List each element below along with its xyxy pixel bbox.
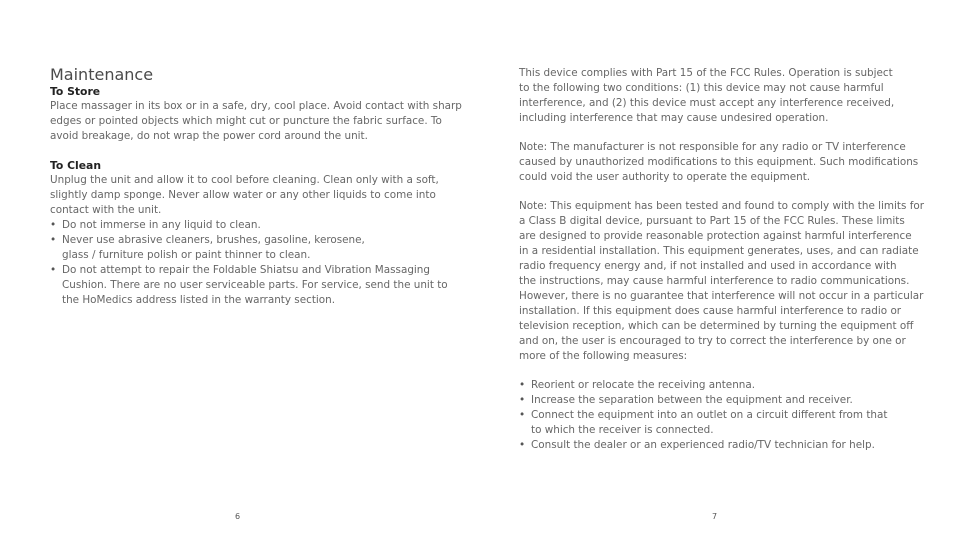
list-item — [50, 218, 460, 233]
paragraph-line: slightly damp sponge. Never allow water or any other liquids to come into — [50, 189, 436, 201]
paragraph-line: and on, the user is encouraged to try to correct the interference by one or — [519, 335, 906, 347]
bullet-icon: • — [519, 394, 526, 406]
paragraph-line: Unplug the unit and allow it to cool before cleaning. Clean only with a soft, — [50, 174, 439, 186]
cleaning-bullet-list — [50, 218, 460, 308]
list-item-line: to which the receiver is connected. — [531, 424, 714, 436]
paragraph-line: contact with the unit. — [50, 204, 162, 216]
paragraph-line: avoid breakage, do not wrap the power cord around the unit. — [50, 130, 368, 142]
paragraph-line: caused by unauthorized modifications to this equipment. Such modifications — [519, 156, 919, 168]
maintenance-column — [50, 66, 460, 308]
paragraph-line: the instructions, may cause harmful interference to radio communications. — [519, 275, 910, 287]
list-item-line: Reorient or relocate the receiving antenna. — [531, 379, 756, 391]
bullet-icon: • — [519, 379, 526, 391]
bullet-icon: • — [50, 219, 57, 231]
list-item-line: Cushion. There are no user serviceable parts. For service, send the unit to — [62, 279, 448, 291]
paragraph-line: Place massager in its box or in a safe, dry, cool place. Avoid contact with sharp — [50, 100, 462, 112]
fcc-compliance-paragraph — [519, 66, 929, 126]
list-item-line: Consult the dealer or an experienced radio/TV technician for help. — [531, 439, 875, 451]
list-item-line: the HoMedics address listed in the warranty section. — [62, 294, 336, 306]
to-clean-heading: To Clean — [50, 159, 102, 172]
to-store-paragraph — [50, 99, 460, 144]
list-item — [519, 378, 929, 393]
measures-bullet-list — [519, 378, 929, 453]
paragraph-line: a Class B digital device, pursuant to Part 15 of the FCC Rules. These limits — [519, 215, 905, 227]
bullet-icon: • — [50, 264, 57, 276]
list-item — [519, 393, 929, 408]
page-number: 7 — [712, 512, 718, 521]
list-item — [519, 408, 929, 438]
bullet-icon: • — [50, 234, 57, 246]
list-item-line: Do not immerse in any liquid to clean. — [62, 219, 261, 231]
fcc-column — [519, 66, 929, 453]
list-item-line: Connect the equipment into an outlet on a circuit different from that — [531, 409, 888, 421]
to-clean-paragraph — [50, 173, 460, 218]
paragraph-line: more of the following measures: — [519, 350, 688, 362]
paragraph-line: interference, and (2) this device must accept any interference received, — [519, 97, 895, 109]
paragraph-line: Note: The manufacturer is not responsible for any radio or TV interference — [519, 141, 906, 153]
to-store-heading: To Store — [50, 85, 101, 98]
list-item — [50, 263, 460, 308]
paragraph-line: are designed to provide reasonable protection against harmful interference — [519, 230, 912, 242]
right-page — [477, 0, 954, 539]
page-title: Maintenance — [50, 65, 154, 84]
paragraph-line: edges or pointed objects which might cut or puncture the fabric surface. To — [50, 115, 442, 127]
paragraph-line: in a residential installation. This equipment generates, uses, and can radiate — [519, 245, 919, 257]
list-item-line: Increase the separation between the equipment and receiver. — [531, 394, 853, 406]
class-b-note-paragraph — [519, 199, 929, 364]
manufacturer-note-paragraph — [519, 140, 929, 185]
paragraph-line: to the following two conditions: (1) this device may not cause harmful — [519, 82, 884, 94]
paragraph-line: radio frequency energy and, if not installed and used in accordance with — [519, 260, 897, 272]
list-item-line: Do not attempt to repair the Foldable Shiatsu and Vibration Massaging — [62, 264, 430, 276]
list-item-line: Never use abrasive cleaners, brushes, gasoline, kerosene, — [62, 234, 365, 246]
paragraph-line: television reception, which can be determined by turning the equipment off — [519, 320, 914, 332]
list-item — [50, 233, 460, 263]
bullet-icon: • — [519, 439, 526, 451]
paragraph-line: However, there is no guarantee that interference will not occur in a particular — [519, 290, 924, 302]
paragraph-line: including interference that may cause undesired operation. — [519, 112, 829, 124]
paragraph-line: Note: This equipment has been tested and found to comply with the limits for — [519, 200, 925, 212]
bullet-icon: • — [519, 409, 526, 421]
paragraph-line: This device complies with Part 15 of the FCC Rules. Operation is subject — [519, 67, 893, 79]
paragraph-line: could void the user authority to operate the equipment. — [519, 171, 811, 183]
list-item-line: glass / furniture polish or paint thinner to clean. — [62, 249, 311, 261]
list-item — [519, 438, 929, 453]
page-number: 6 — [235, 512, 241, 521]
paragraph-line: installation. If this equipment does cause harmful interference to radio or — [519, 305, 902, 317]
